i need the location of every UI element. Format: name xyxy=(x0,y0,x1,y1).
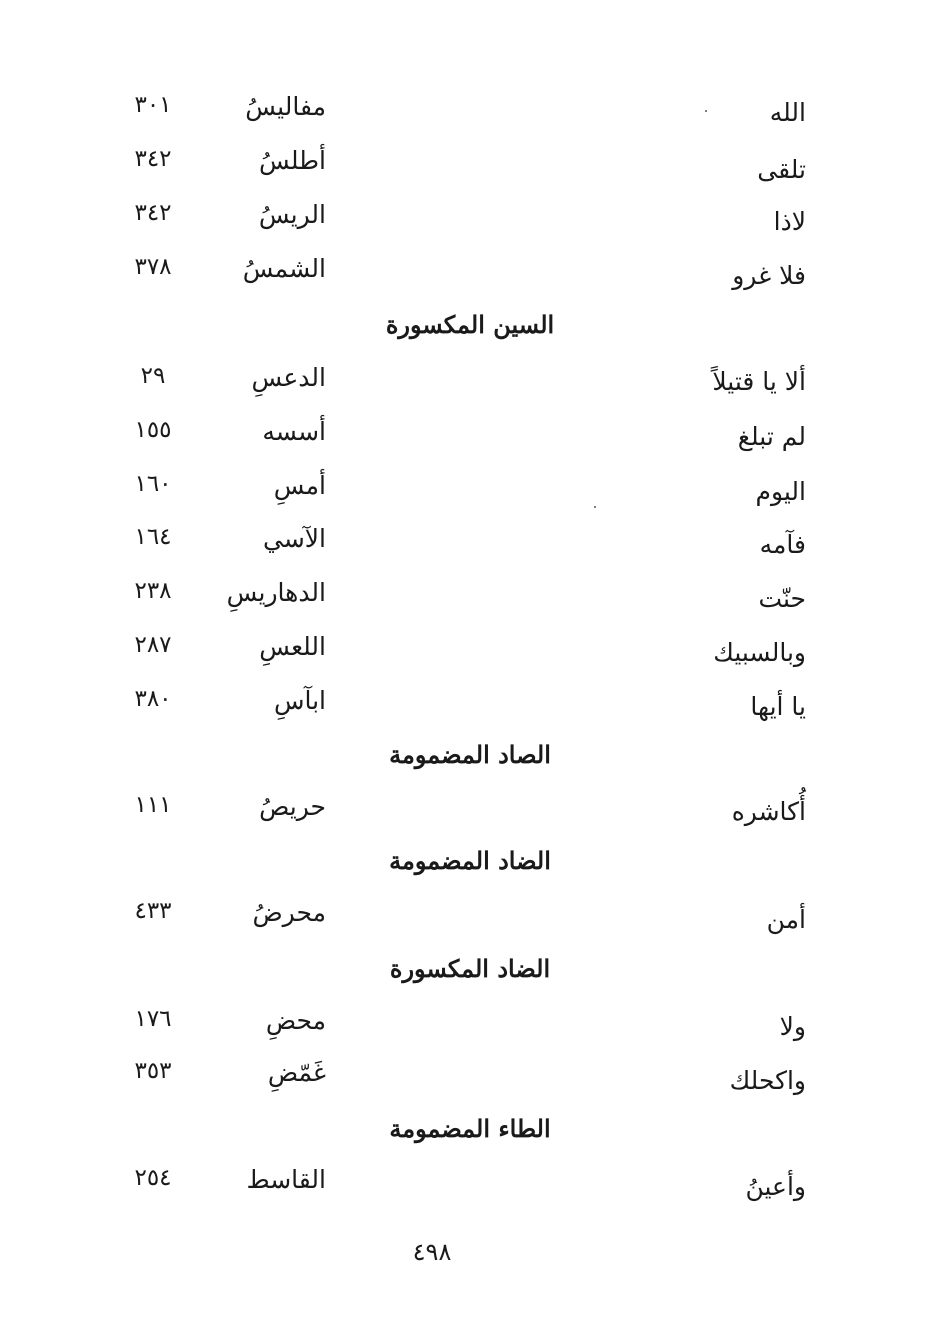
entry-page-number: ٣٤٢ xyxy=(134,200,172,226)
entry-page-number: ٣٠١ xyxy=(134,92,172,118)
entry-first-word: أمن xyxy=(766,905,806,934)
entry-first-word: الله xyxy=(769,98,806,127)
entry-page-number: ١١١ xyxy=(134,792,172,818)
entry-rhyme-word: غَمّضِ xyxy=(267,1058,326,1087)
entry-rhyme-word: اللعسِ xyxy=(259,632,326,661)
entry-first-word: ألا يا قتيلاً xyxy=(712,367,806,396)
entry-page-number: ٤٣٣ xyxy=(134,898,172,924)
section-heading: الضاد المضمومة xyxy=(389,846,551,875)
entry-first-word: فلا غرو xyxy=(732,261,806,290)
entry-rhyme-word: القاسط xyxy=(246,1165,326,1194)
entry-first-word: يا أيها xyxy=(750,692,806,721)
entry-page-number: ١٥٥ xyxy=(134,417,172,443)
entry-rhyme-word: مفاليسُ xyxy=(245,92,326,121)
entry-rhyme-word: الدعسِ xyxy=(251,363,326,392)
entry-page-number: ١٦٠ xyxy=(134,471,172,497)
scan-speck xyxy=(705,110,707,112)
entry-rhyme-word: الريسُ xyxy=(258,200,326,229)
entry-rhyme-word: أطلسُ xyxy=(259,146,326,175)
entry-first-word: وبالسبيك xyxy=(713,638,806,667)
entry-page-number: ٣٥٣ xyxy=(134,1058,172,1084)
entry-page-number: ١٧٦ xyxy=(134,1006,172,1032)
entry-page-number: ٢٥٤ xyxy=(134,1165,172,1191)
entry-first-word: اليوم xyxy=(755,477,806,506)
entry-rhyme-word: محرضُ xyxy=(252,898,326,927)
entry-page-number: ١٦٤ xyxy=(134,524,172,550)
entry-page-number: ٢٣٨ xyxy=(134,578,172,604)
section-heading: الطاء المضمومة xyxy=(389,1114,551,1143)
entry-rhyme-word: الدهاريسِ xyxy=(226,578,326,607)
entry-rhyme-word: الشمسُ xyxy=(242,254,326,283)
entry-page-number: ٢٩ xyxy=(140,363,166,389)
entry-rhyme-word: ابآسِ xyxy=(273,686,326,715)
entry-first-word: تلقى xyxy=(757,155,806,184)
section-heading: الصاد المضمومة xyxy=(389,740,551,769)
entry-page-number: ٣٧٨ xyxy=(134,254,172,280)
page-number: ٤٩٨ xyxy=(412,1238,452,1266)
entry-page-number: ٢٨٧ xyxy=(134,632,172,658)
entry-page-number: ٣٤٢ xyxy=(134,146,172,172)
entry-first-word: حنّت xyxy=(758,584,806,613)
entry-rhyme-word: الآسي xyxy=(263,524,326,553)
section-heading: السين المكسورة xyxy=(385,310,555,339)
entry-first-word: لم تبلغ xyxy=(737,422,806,451)
entry-rhyme-word: أمسِ xyxy=(273,471,326,500)
entry-page-number: ٣٨٠ xyxy=(134,686,172,712)
entry-rhyme-word: حريصُ xyxy=(259,792,326,821)
section-heading: الضاد المكسورة xyxy=(389,954,551,983)
entry-first-word: أُكاشره xyxy=(731,797,806,826)
entry-rhyme-word: محضِ xyxy=(265,1006,326,1035)
entry-first-word: واكحلك xyxy=(729,1066,806,1095)
scan-speck xyxy=(594,506,596,508)
entry-first-word: لاذا xyxy=(773,207,806,236)
entry-first-word: ولا xyxy=(779,1012,806,1041)
entry-first-word: فآمه xyxy=(759,530,806,559)
entry-first-word: وأعينُ xyxy=(745,1172,806,1201)
entry-rhyme-word: أسسه xyxy=(262,417,326,446)
